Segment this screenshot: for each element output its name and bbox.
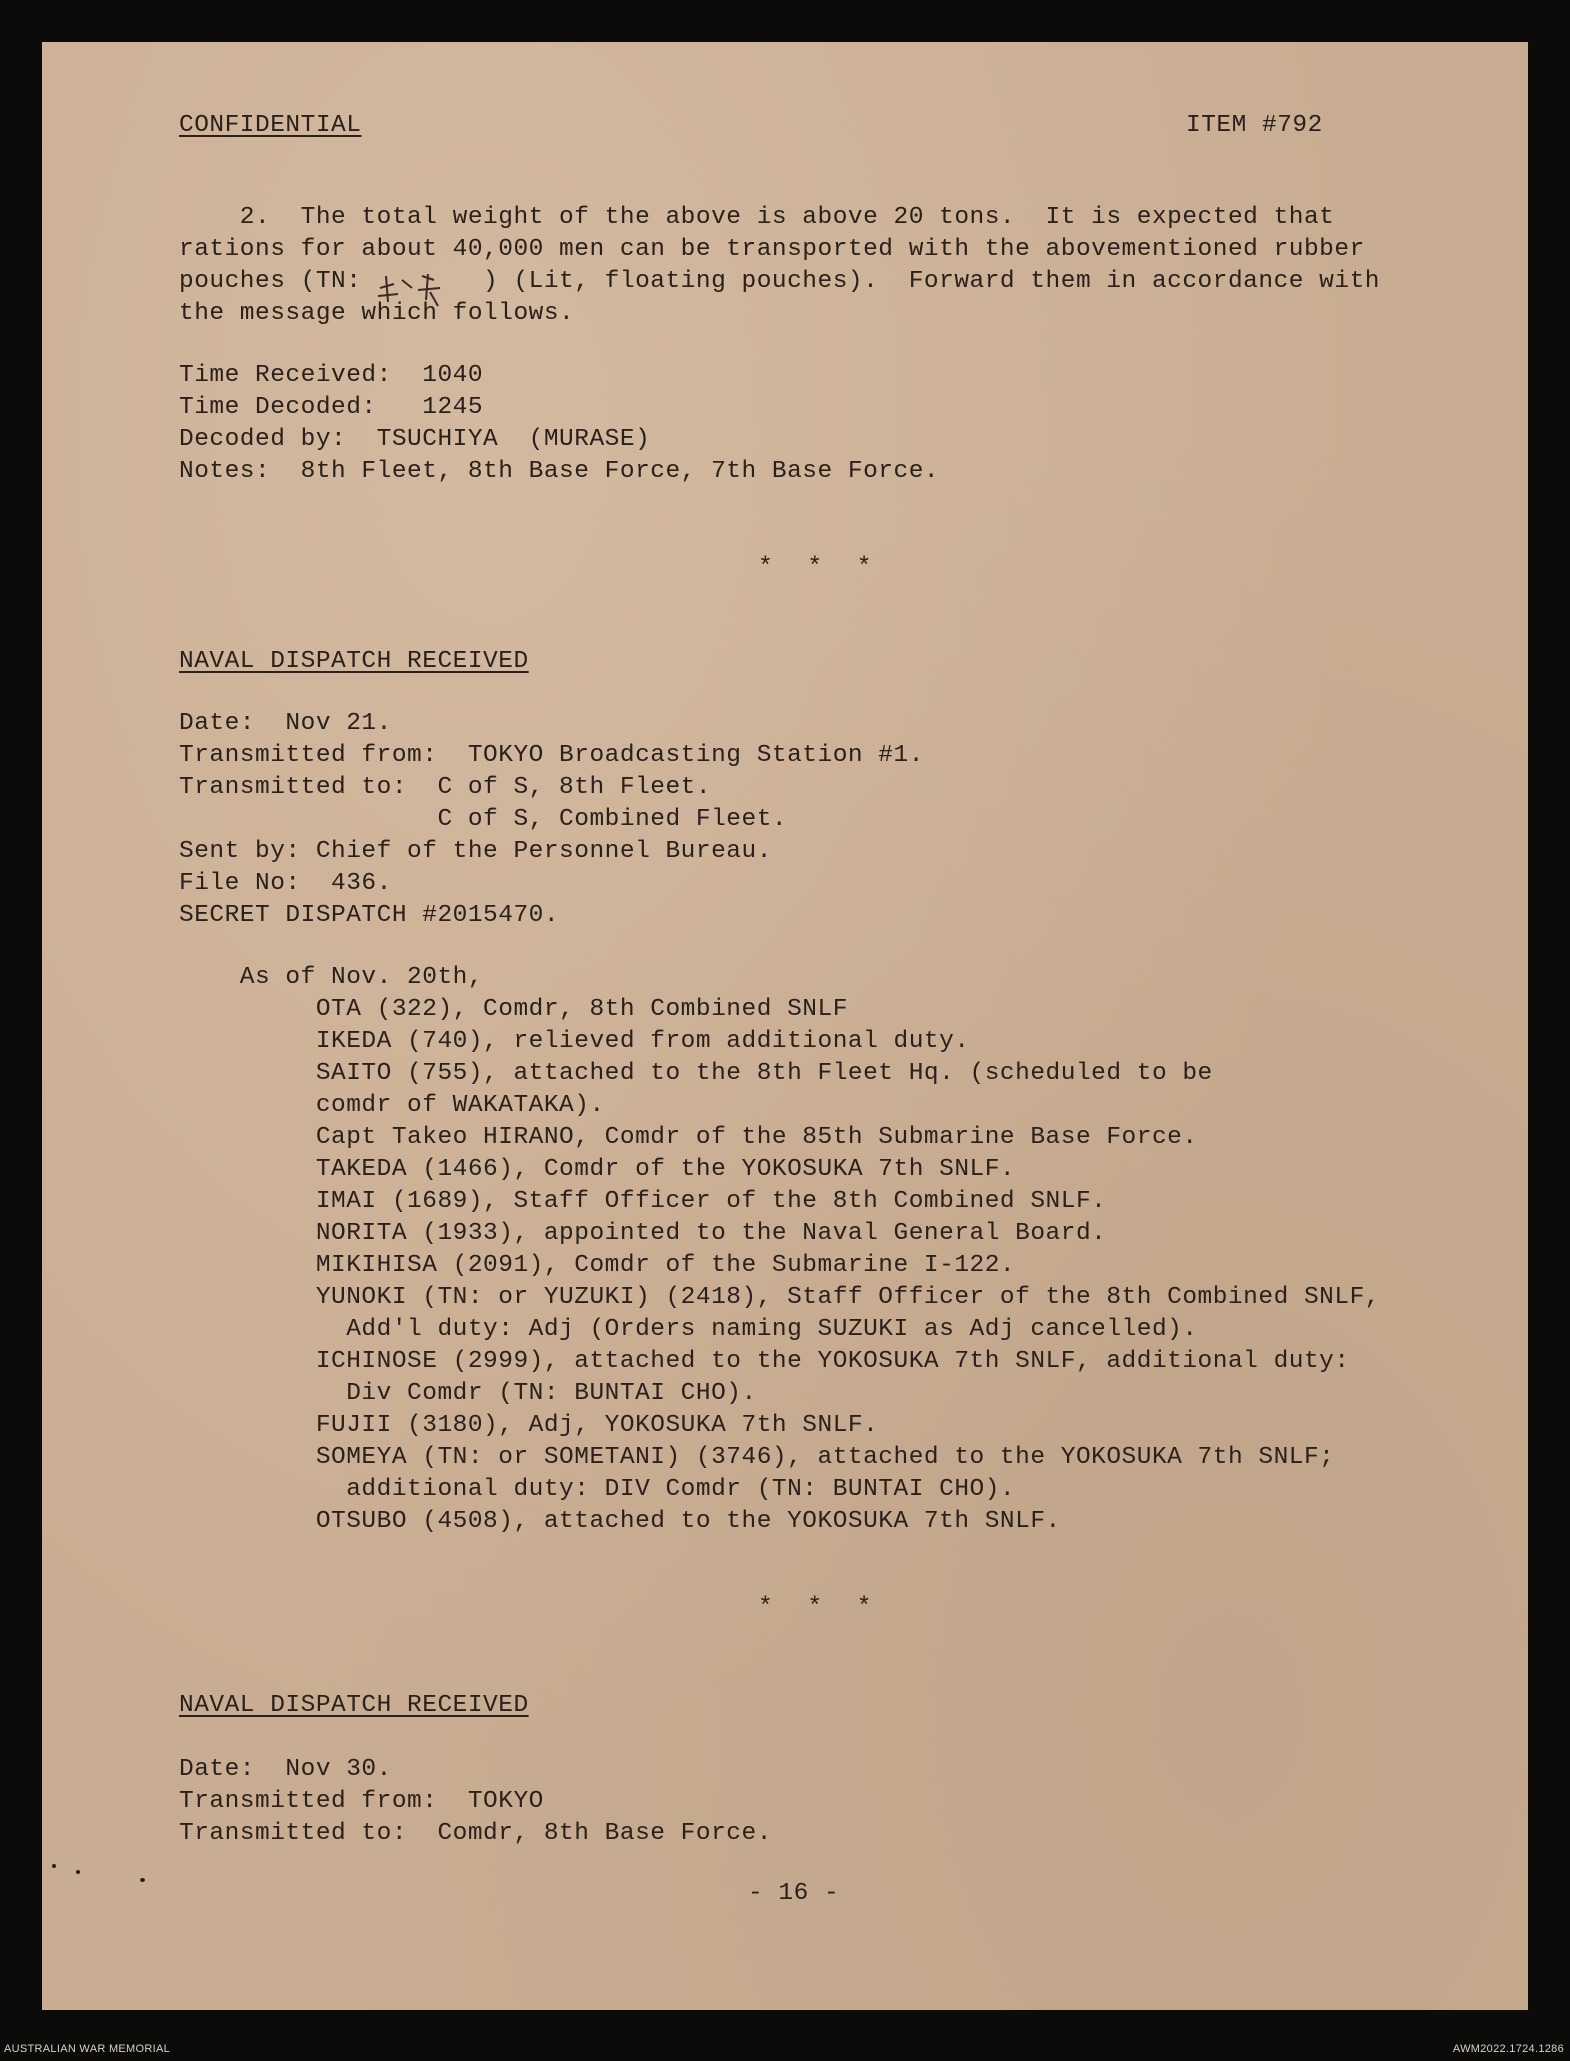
ink-mark <box>76 1870 80 1874</box>
text-line: IKEDA (740), relieved from additional duty. <box>179 1028 970 1055</box>
item-number: ITEM #792 <box>1186 112 1323 139</box>
archive-reference: AWM2022.1724.1286 <box>1452 2043 1564 2055</box>
text-line: MIKIHISA (2091), Comdr of the Submarine I-122. <box>179 1252 1016 1279</box>
text-line: comdr of WAKATAKA). <box>179 1092 605 1119</box>
text-line: TAKEDA (1466), Comdr of the YOKOSUKA 7th SNLF. <box>179 1156 1016 1183</box>
dispatch-heading: NAVAL DISPATCH RECEIVED <box>179 648 529 675</box>
text-line: rations for about 40,000 men can be transported with the abovementioned rubber <box>179 236 1365 263</box>
ink-mark <box>140 1878 145 1882</box>
text-line: pouches (TN: ) (Lit, floating pouches). Forward them in accordance with <box>179 268 1380 295</box>
transmitted-to: Transmitted to: Comdr, 8th Base Force. <box>179 1820 772 1847</box>
sent-by: Sent by: Chief of the Personnel Bureau. <box>179 838 772 865</box>
decoded-by: Decoded by: TSUCHIYA (MURASE) <box>179 426 651 453</box>
time-received: Time Received: 1040 <box>179 362 484 389</box>
text-line: SAITO (755), attached to the 8th Fleet Hq. (scheduled to be <box>179 1060 1213 1087</box>
dispatch-date: Date: Nov 30. <box>179 1756 392 1783</box>
text-line: ICHINOSE (2999), attached to the YOKOSUKA 7th SNLF, additional duty: <box>179 1348 1350 1375</box>
separator: * * * <box>758 1594 882 1621</box>
text-line: OTA (322), Comdr, 8th Combined SNLF <box>179 996 848 1023</box>
dispatch-heading: NAVAL DISPATCH RECEIVED <box>179 1692 529 1719</box>
text-line: YUNOKI (TN: or YUZUKI) (2418), Staff Officer of the 8th Combined SNLF, <box>179 1284 1380 1311</box>
transmitted-from: Transmitted from: TOKYO <box>179 1788 544 1815</box>
text-line: Capt Takeo HIRANO, Comdr of the 85th Submarine Base Force. <box>179 1124 1198 1151</box>
file-no: File No: 436. <box>179 870 392 897</box>
text-line: OTSUBO (4508), attached to the YOKOSUKA 7th SNLF. <box>179 1508 1061 1535</box>
dispatch-date: Date: Nov 21. <box>179 710 392 737</box>
text-line: Add'l duty: Adj (Orders naming SUZUKI as Adj cancelled). <box>179 1316 1198 1343</box>
secret-dispatch-number: SECRET DISPATCH #2015470. <box>179 902 560 929</box>
text-line: NORITA (1933), appointed to the Naval General Board. <box>179 1220 1107 1247</box>
archive-credit: AUSTRALIAN WAR MEMORIAL <box>4 2043 171 2055</box>
ink-mark <box>52 1864 56 1868</box>
text-line: FUJII (3180), Adj, YOKOSUKA 7th SNLF. <box>179 1412 879 1439</box>
transmitted-to: Transmitted to: C of S, 8th Fleet. <box>179 774 712 801</box>
text-line: additional duty: DIV Comdr (TN: BUNTAI CHO). <box>179 1476 1016 1503</box>
time-decoded: Time Decoded: 1245 <box>179 394 484 421</box>
text-line: SOMEYA (TN: or SOMETANI) (3746), attached to the YOKOSUKA 7th SNLF; <box>179 1444 1335 1471</box>
text-line: IMAI (1689), Staff Officer of the 8th Combined SNLF. <box>179 1188 1107 1215</box>
text-line: Div Comdr (TN: BUNTAI CHO). <box>179 1380 757 1407</box>
page-number: - 16 - <box>748 1880 840 1907</box>
text-line: the message which follows. <box>179 300 575 327</box>
text-line: 2. The total weight of the above is above 20 tons. It is expected that <box>179 204 1335 231</box>
text-line: As of Nov. 20th, <box>179 964 484 991</box>
confidential-marking: CONFIDENTIAL <box>179 112 362 139</box>
transmitted-from: Transmitted from: TOKYO Broadcasting Station #1. <box>179 742 924 769</box>
separator: * * * <box>758 554 882 581</box>
transmitted-to-2: C of S, Combined Fleet. <box>179 806 788 833</box>
handwritten-characters <box>372 266 452 326</box>
notes: Notes: 8th Fleet, 8th Base Force, 7th Base Force. <box>179 458 940 485</box>
